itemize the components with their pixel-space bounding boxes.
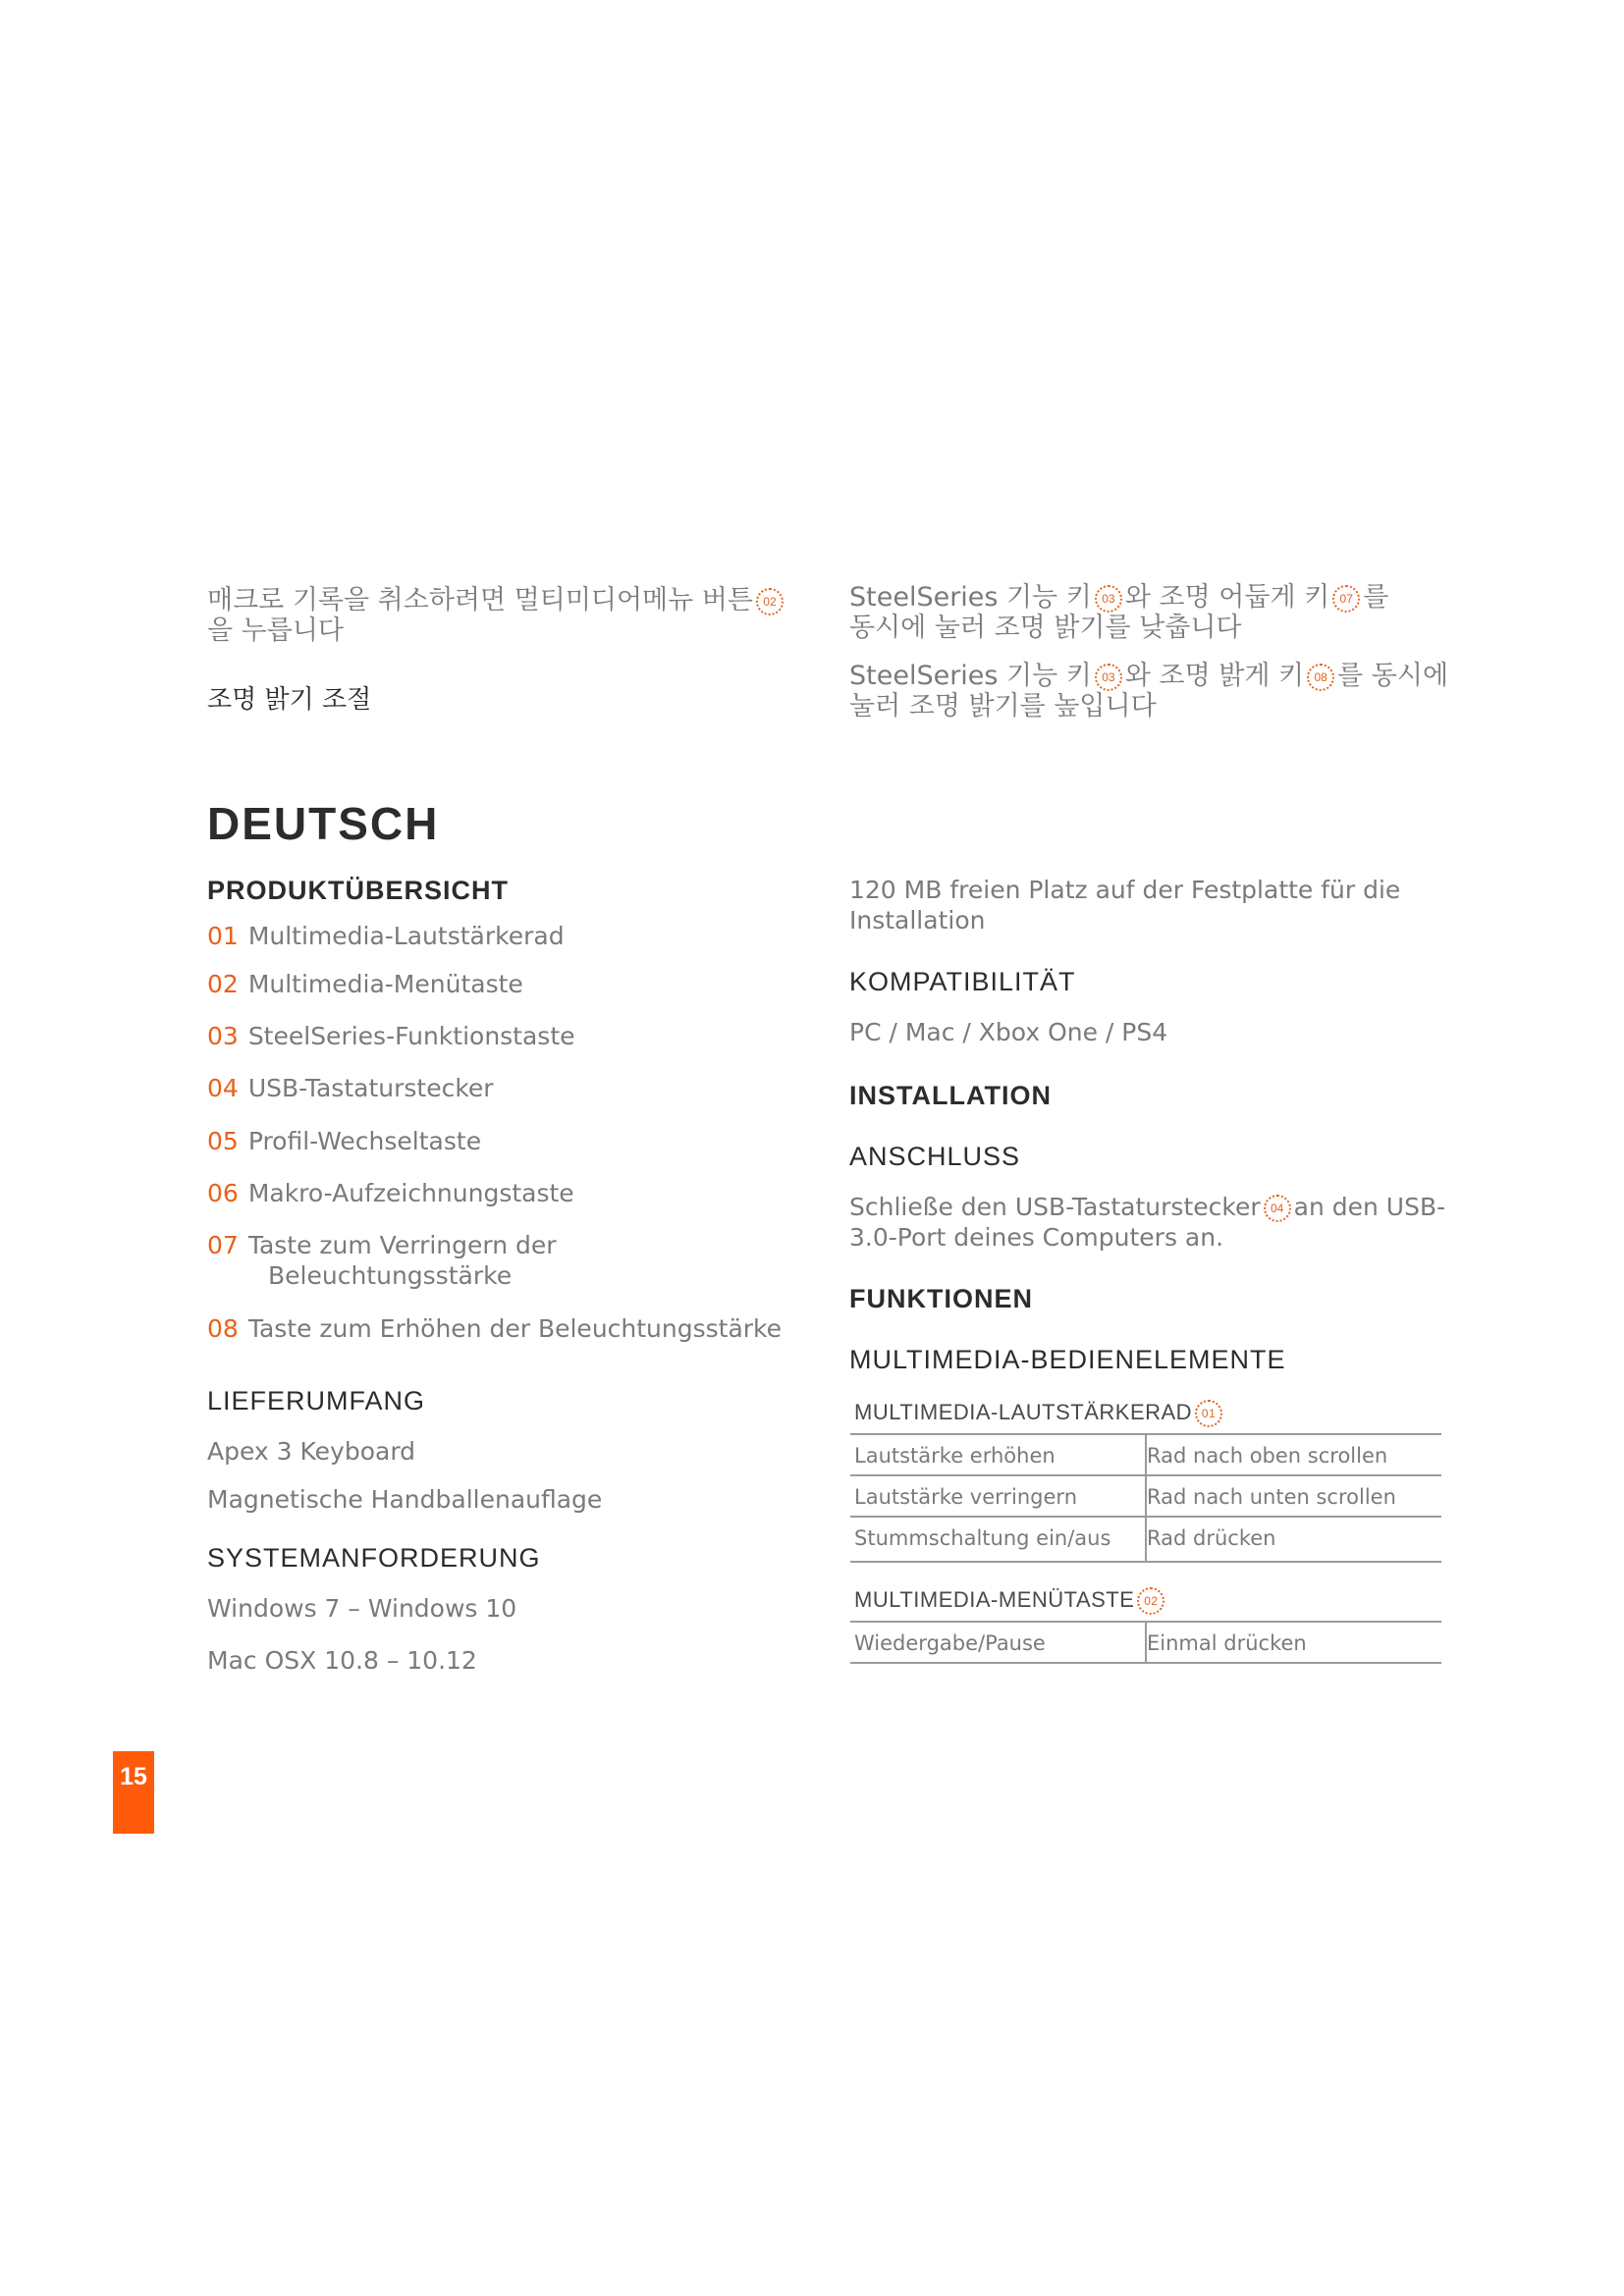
table-cell-action: Wiedergabe/Pause <box>854 1631 1046 1656</box>
menu-key-table-title <box>850 1587 1441 1621</box>
kr-p1-post: 를 <box>1363 582 1389 613</box>
korean-cancel-macro-text-line2: 을 누릅니다 <box>207 615 344 646</box>
overview-item-06 <box>207 1178 574 1208</box>
connection-line2: 3.0-Port deines Computers an. <box>849 1223 1224 1252</box>
badge-07-icon: 07 <box>1332 585 1360 613</box>
storage-requirement <box>849 875 1438 935</box>
storage-line2: Installation <box>849 906 986 934</box>
table-cell-action: Stummschaltung ein/aus <box>854 1526 1111 1551</box>
multimedia-heading: MULTIMEDIA-BEDIENELEMENTE <box>849 1345 1286 1374</box>
korean-cancel-macro-text-line1: 매크로 기록을 취소하려면 멀티미디어메뉴 버튼 <box>207 585 753 615</box>
item-number: 04 <box>207 1074 239 1102</box>
connection-heading: ANSCHLUSS <box>849 1142 1021 1171</box>
item-label-line2: Beleuchtungsstärke <box>268 1261 513 1290</box>
overview-item-03 <box>207 1021 575 1051</box>
page-number: 15 <box>113 1751 154 1834</box>
item-number: 03 <box>207 1022 239 1050</box>
korean-brightness-heading: 조명 밝기 조절 <box>207 685 372 715</box>
table-row <box>850 1433 1441 1474</box>
requirements-item: Windows 7 – Windows 10 <box>207 1594 517 1623</box>
item-label: USB-Tastaturstecker <box>247 1074 494 1102</box>
badge-01-icon: 01 <box>1195 1400 1222 1427</box>
requirements-item: Mac OSX 10.8 – 10.12 <box>207 1646 477 1675</box>
functions-heading: FUNKTIONEN <box>849 1284 1033 1313</box>
badge-08-icon: 08 <box>1307 664 1334 691</box>
connection-text <box>849 1192 1448 1253</box>
item-number: 07 <box>207 1231 239 1259</box>
table-cell-how: Rad nach unten scrollen <box>1147 1485 1396 1510</box>
contents-item: Apex 3 Keyboard <box>207 1437 416 1466</box>
storage-line1: 120 MB freien Platz auf der Festplatte für die <box>849 876 1401 904</box>
badge-02-icon: 02 <box>1137 1587 1164 1615</box>
table-title-text: MULTIMEDIA-MENÜTASTE <box>854 1587 1135 1612</box>
item-number: 02 <box>207 970 239 998</box>
item-number: 01 <box>207 922 239 950</box>
installation-heading: INSTALLATION <box>849 1081 1052 1110</box>
table-row <box>850 1516 1441 1563</box>
item-label: Profil-Wechseltaste <box>247 1127 482 1155</box>
item-label: SteelSeries-Funktionstaste <box>247 1022 575 1050</box>
contents-item: Magnetische Handballenauflage <box>207 1485 603 1514</box>
compatibility-heading: KOMPATIBILITÄT <box>849 967 1076 996</box>
connection-post: an den USB- <box>1293 1193 1446 1221</box>
overview-item-02 <box>207 969 523 999</box>
overview-item-01 <box>207 921 565 951</box>
kr-p1-mid: 와 조명 어둡게 키 <box>1124 582 1330 613</box>
item-number: 06 <box>207 1179 239 1207</box>
compatibility-text: PC / Mac / Xbox One / PS4 <box>849 1018 1168 1046</box>
kr-p2-post: 를 동시에 <box>1337 661 1449 691</box>
requirements-heading: SYSTEMANFORDERUNG <box>207 1543 541 1573</box>
item-label: Taste zum Verringern der <box>247 1231 557 1259</box>
item-label: Makro-Aufzeichnungstaste <box>247 1179 574 1207</box>
kr-p1-pre: SteelSeries 기능 키 <box>849 582 1092 613</box>
badge-04-icon: 04 <box>1264 1195 1291 1222</box>
section-title: DEUTSCH <box>207 798 440 849</box>
overview-item-08 <box>207 1313 782 1344</box>
overview-item-05 <box>207 1126 481 1156</box>
overview-item-04 <box>207 1073 494 1103</box>
overview-item-07 <box>207 1230 557 1291</box>
kr-p1-line2: 동시에 눌러 조명 밝기를 낮춥니다 <box>849 613 1242 643</box>
table-row <box>850 1474 1441 1516</box>
table-cell-action: Lautstärke verringern <box>854 1485 1078 1510</box>
overview-heading: PRODUKTÜBERSICHT <box>207 876 510 905</box>
badge-03-icon: 03 <box>1095 585 1122 613</box>
table-cell-how: Rad drücken <box>1147 1526 1276 1551</box>
item-label: Multimedia-Lautstärkerad <box>247 922 565 950</box>
kr-p2-line2: 눌러 조명 밝기를 높입니다 <box>849 691 1157 721</box>
badge-03-icon: 03 <box>1095 664 1122 691</box>
volume-wheel-table-title <box>850 1400 1441 1433</box>
table-cell-how: Einmal drücken <box>1147 1631 1307 1656</box>
menu-key-table <box>850 1587 1441 1664</box>
badge-02-icon: 02 <box>756 588 784 615</box>
item-label: Taste zum Erhöhen der Beleuchtungsstärke <box>247 1314 783 1343</box>
korean-brightness-down-text <box>849 582 1458 643</box>
kr-p2-mid: 와 조명 밝게 키 <box>1124 661 1305 691</box>
table-title-text: MULTIMEDIA-LAUTSTÄRKERAD <box>854 1400 1193 1424</box>
item-number: 05 <box>207 1127 239 1155</box>
korean-cancel-macro-text <box>207 585 796 646</box>
volume-wheel-table <box>850 1400 1441 1563</box>
table-row <box>850 1621 1441 1664</box>
item-number: 08 <box>207 1314 239 1343</box>
connection-pre: Schließe den USB-Tastaturstecker <box>849 1193 1261 1221</box>
contents-heading: LIEFERUMFANG <box>207 1386 426 1415</box>
kr-p2-pre: SteelSeries 기능 키 <box>849 661 1092 691</box>
item-label: Multimedia-Menütaste <box>247 970 523 998</box>
korean-brightness-up-text <box>849 661 1458 721</box>
table-cell-how: Rad nach oben scrollen <box>1147 1444 1388 1468</box>
table-cell-action: Lautstärke erhöhen <box>854 1444 1056 1468</box>
